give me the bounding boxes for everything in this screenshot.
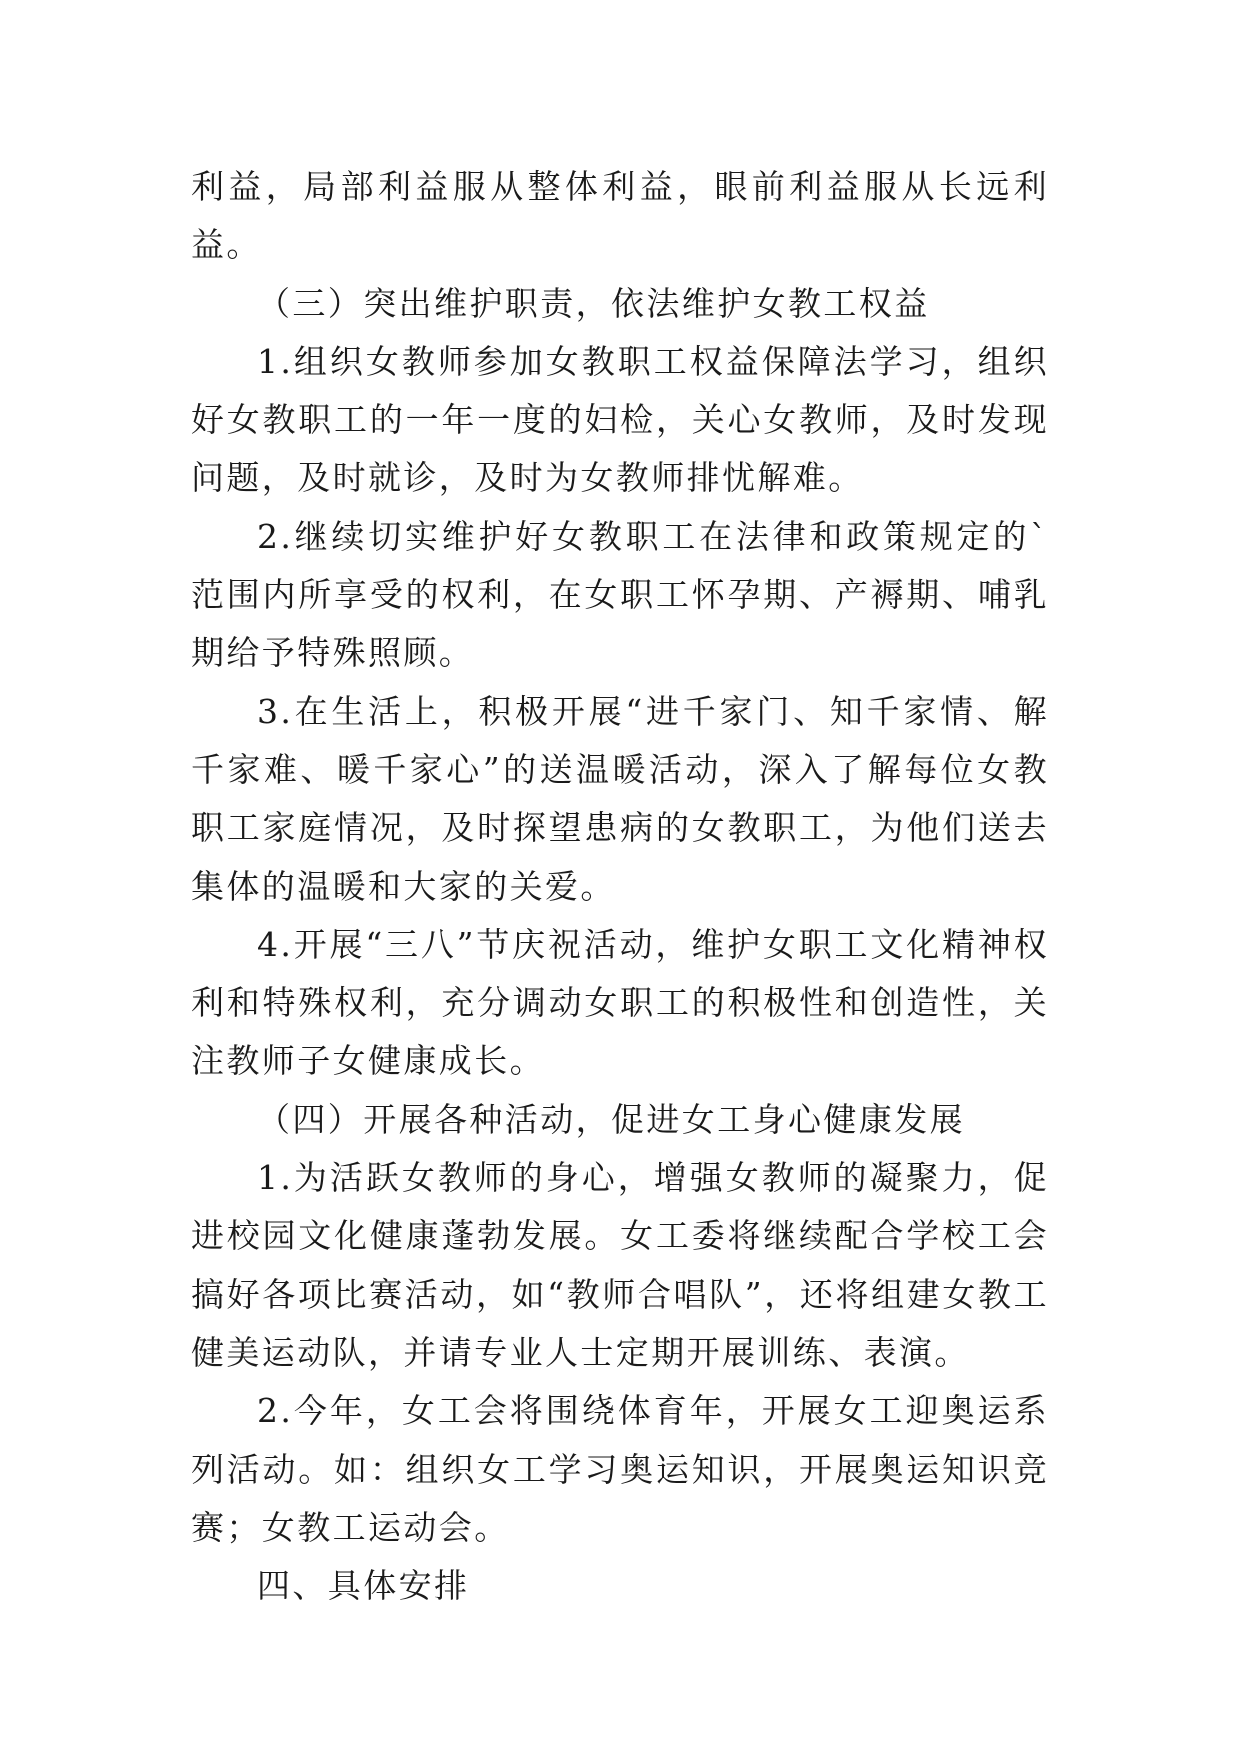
- document-body: [191, 158, 1049, 1615]
- list-item-3-4: 4.开展“三八”节庆祝活动，维护女职工文化精神权利和特殊权利，充分调动女职工的积极性和创造性，关注教师子女健康成长。: [191, 924, 1049, 1081]
- list-item-4-1: 1.为活跃女教师的身心，增强女教师的凝聚力，促进校园文化健康蓬勃发展。女工委将继续配合学校工会搞好各项比赛活动，如“教师合唱队”，还将组建女教工健美运动队，并请专业人士定期开展训练、表演。: [191, 1158, 1049, 1372]
- list-item-3-3: 3.在生活上，积极开展“进千家门、知千家情、解千家难、暖千家心”的送温暖活动，深入了解每位女教职工家庭情况，及时探望患病的女教职工，为他们送去集体的温暖和大家的关爱。: [191, 691, 1049, 906]
- section-heading-3: （三）突出维护职责，依法维护女教工权益: [257, 283, 930, 323]
- section-heading-4: （四）开展各种活动，促进女工身心健康发展: [257, 1099, 965, 1139]
- list-item-3-2: 2.继续切实维护好女教职工在法律和政策规定的`范围内所享受的权利，在女职工怀孕期、产褥期、哺乳期给予特殊照顾。: [191, 516, 1049, 673]
- chapter-heading-4: 四、具体安排: [257, 1566, 470, 1606]
- paragraph-continuation: 利益，局部利益服从整体利益，眼前利益服从长远利益。: [191, 167, 1049, 265]
- list-item-3-1: 1.组织女教师参加女教职工权益保障法学习，组织好女教职工的一年一度的妇检，关心女教师，及时发现问题，及时就诊，及时为女教师排忧解难。: [191, 341, 1049, 498]
- list-item-4-2: 2.今年，女工会将围绕体育年，开展女工迎奥运系列活动。如：组织女工学习奥运知识，开展奥运知识竞赛；女教工运动会。: [191, 1391, 1049, 1547]
